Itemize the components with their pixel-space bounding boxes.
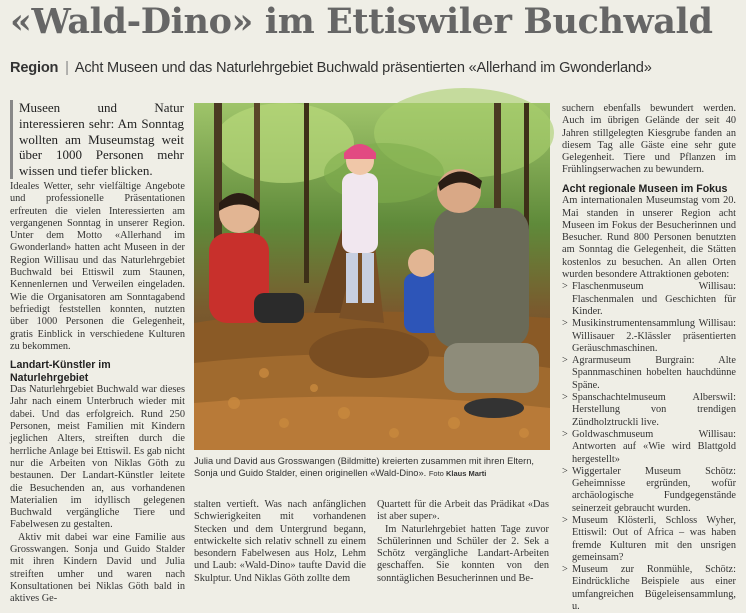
photo-credit-label: Foto (428, 469, 444, 478)
bullet-arrow: > (562, 392, 568, 404)
bullet-arrow: > (562, 465, 568, 477)
bullet-arrow: > (562, 355, 568, 367)
photo-illustration (194, 103, 550, 450)
article-column-2 (194, 499, 366, 588)
museum-list-item-text: Museum zur Ronmühle, Schötz: Eindrückliche Beispiele aus einer umfangreichen Bügeleisensammlung, u. (572, 564, 736, 613)
museum-list-item (562, 429, 736, 466)
col3-paragraph-1: Quartett für die Arbeit das Prädikat «Das ist aber super». (377, 499, 549, 523)
photo-caption (194, 455, 550, 480)
museum-list-item (562, 466, 736, 515)
museum-list-item-text: Musikinstrumentensammlung Willisau: Willisauer 2.-Klässler präsentierten Geräuschmaschinen. (572, 318, 736, 354)
col4-paragraph-1: suchern ebenfalls bewundert werden. Auch im übrigen Gelände der seit 40 Jahren stillgelegten Kiesgrube fanden an diesem Tag alle Gäste eine sehr gute Gelegenheit. Tiere und Pflanzen im Frühlingserwachen zu bewundern. (562, 103, 736, 176)
col4-paragraph-2: Am internationalen Museumstag vom 20. Mai standen in unserer Region acht Museen im Fokus der Besucherinnen und Besucher. Rund 800 Personen benutzten am Sonntag die Gelegenheit, die Stätten kostenlos zu besuchen. An allen Orten wurden besondere Attraktionen geboten: (562, 195, 736, 281)
museum-list-item (562, 318, 736, 355)
article-photo (194, 103, 550, 450)
col1-paragraph-3: Aktiv mit dabei war eine Familie aus Grosswangen. Sonja und Guido Stalder mit ihren Kindern David und Julia streiften umher und waren nach Konsultationen bei Niklas Göth bald in aktives Ge- (10, 531, 185, 605)
museum-list-item (562, 515, 736, 564)
col1-paragraph-1: Ideales Wetter, sehr vielfältige Angebote und professionelle Präsentationen erfreuten die vielen Interessierten am vergangenen Sonntag in unserer Region. Unter dem Motto «Allerhand im Gwonderland» hatten acht Museen in der Region Willisau und das Naturlehrgebiet Buchwald bei Ettiswil zum Staunen, Kennenlernen und Verweilen eingeladen. Wie die Organisatoren am Sonntagabend befriedigt feststellen konnten, nutzten über 1000 Personen die Gelegenheit, gratis Einblick in verschiedene Kulturen zu bekommen. (10, 181, 185, 352)
col1-subheading: Landart-Künstler im Naturlehrgebiet (10, 359, 111, 384)
lead-paragraph: Museen und Natur interessieren sehr: Am Sonntag wollten am Museumstag weit über 1000 Personen mehr wissen und tiefer blicken. (10, 100, 184, 179)
museum-list-item (562, 281, 736, 318)
caption-text: Julia und David aus Grosswangen (Bildmitte) kreierten zusammen mit ihren Eltern, Sonja und Guido Stalder, einen originellen «Wald-Dino». (194, 456, 534, 478)
article-column-1 (10, 181, 185, 605)
bullet-arrow: > (562, 564, 568, 576)
col1-paragraph-2: Das Naturlehrgebiet Buchwald war dieses Jahr nach einem Unterbruch wieder mit dabei. Und das erfolgreich. Rund 250 Personen, meist Familien mit Kindern jeglichen Alters, streiften durch die herrliche Anlage bei Ettiswil. Es gab nicht nur die Arbeiten von Niklas Göth zu bestaunen. Der Landart-Künstler leitete die Besuchenden an, aus vorhandenen Materialien im idyllisch gelegenen Buchwald vergängliche Tiere und Fabelwesen zu gestalten. (10, 384, 185, 531)
museum-list-item-text: Agrarmuseum Burgrain: Alte Spannmaschinen hobelten hauchdünne Späne. (572, 355, 736, 391)
headline: «Wald-Dino» im Ettiswiler Buchwald (10, 1, 713, 42)
col2-paragraph-1: stalten vertieft. Was nach anfänglichen Schwierigkeiten mit vorhandenen Stecken und dem Untergrund begann, entwickelte sich relativ schnell zu einem besondern Fabelwesen aus Holz, Lehm und Laub: «Wald-Dino» taufte David die Skulptur. Und Niklas Göth zollte dem (194, 499, 366, 584)
photo-credit-name: Klaus Marti (445, 469, 487, 478)
bullet-arrow: > (562, 428, 568, 440)
museum-list-item-text: Flaschenmuseum Willisau: Flaschenmalen und Geschichten für Kinder. (572, 281, 736, 317)
museum-list-item (562, 355, 736, 392)
photo-credit (429, 469, 487, 478)
museum-list-item-text: Museum Klösterli, Schloss Wyher, Ettiswil: Out of Africa – was haben fremde Kulturen mit den unsrigen gemeinsam? (572, 515, 736, 563)
museum-list-item-text: Wiggertaler Museum Schötz: Geheimnisse ergründen, wofür archäologische Fundgegenstände seinerzeit gebraucht wurden. (572, 465, 736, 514)
bullet-arrow: > (562, 318, 568, 330)
museum-list-item (562, 564, 736, 613)
subline-text: Acht Museen und das Naturlehrgebiet Buchwald präsentierten «Allerhand im Gwonderland» (74, 60, 652, 76)
article-column-3 (377, 499, 549, 588)
bullet-arrow: > (562, 515, 568, 526)
museum-list-item-text: Spanschachtelmuseum Alberswil: Herstellung von trendigen Zündholztruckli live. (572, 392, 736, 428)
subline (10, 60, 740, 76)
subline-kicker: Region (10, 60, 59, 76)
museum-list-item-text: Goldwaschmuseum Willisau: Antworten auf «Wie wird Blattgold hergestellt» (572, 428, 736, 465)
museum-list (562, 281, 736, 613)
museum-list-item (562, 392, 736, 429)
article-column-4 (562, 103, 736, 613)
col3-paragraph-2: Im Naturlehrgebiet hatten Tage zuvor Schülerinnen und Schüler der 2. Sek a Schötz vergängliche Landart-Arbeiten geschaffen. Sie konnten von den sonntäglichen Besucherinnen und Be- (377, 523, 549, 584)
bullet-arrow: > (562, 281, 568, 293)
subline-separator: | (65, 60, 69, 76)
col4-subheading: Acht regionale Museen im Fokus (562, 182, 728, 195)
